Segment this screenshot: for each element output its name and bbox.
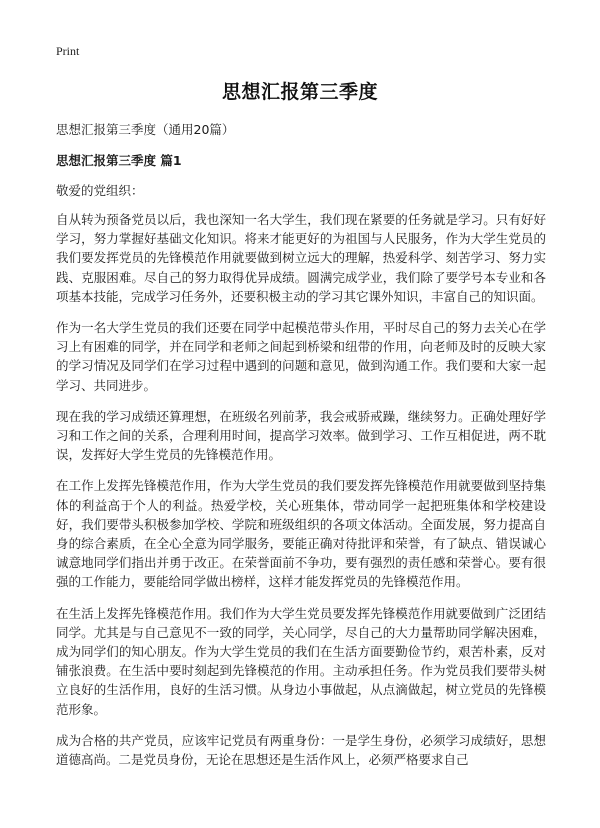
paragraph: 作为一名大学生党员的我们还要在同学中起模范带头作用，平时尽自己的努力去关心在学习上有困难的同学，并在同学和老师之间起到桥梁和纽带的作用，向老师及时的反映大家的学习情况及同学们在学习过程中遇到的问题和意见，做到沟通工作。我们要和大家一起学习、共同进步。	[56, 320, 546, 393]
paragraph: 自从转为预备党员以后，我也深知一名大学生，我们现在紧要的任务就是学习。只有好好学习，努力掌握好基础文化知识。将来才能更好的为祖国与人民服务，作为大学生党员的我们要发挥党员的先锋模范作用就要做到树立远大的理解，热爱科学、刻苦学习、努力实践、克服困难。尽自己的努力取得优异成绩。圆满完成学业，我们除了要学号本专业和各项基本技能，完成学习任务外，还要积极主动的学习其它课外知识，丰富自己的知识面。	[56, 212, 546, 304]
page-title: 思想汇报第三季度	[221, 81, 378, 103]
salutation: 敬爱的党组织：	[56, 183, 144, 198]
paragraph: 现在我的学习成绩还算理想，在班级名列前茅，我会戒骄戒躁，继续努力。正确处理好学习和工作之间的关系，合理利用时间，提高学习效率。做到学习、工作互相促进，两不耽误，发挥好大学生党员的先锋模范作用。	[56, 408, 546, 463]
paragraph: 在工作上发挥先锋模范作用，作为大学生党员的我们要发挥先锋模范作用就要做到坚持集体的利益高于个人的利益。热爱学校，关心班集体，带动同学一起把班集体和学校建设好，我们要带头积极参加学校、学院和班级组织的各项文体活动。全面发展，努力提高自身的综合素质，在全心全意为同学服务，要能正确对待批评和荣誉，有了缺点、错误诚心诚意地同学们指出并勇于改正。在荣誉面前不争功，要有强烈的责任感和荣誉心。要有很强的工作能力，要能给同学做出榜样，这样才能发挥党员的先锋模范作用。	[56, 478, 546, 590]
paragraph: 在生活上发挥先锋模范作用。我们作为大学生党员要发挥先锋模范作用就要做到广泛团结同学。尤其是与自己意见不一致的同学，关心同学，尽自己的大力量帮助同学解决困难，成为同学们的知心朋友。作为大学生党员的我们在生活方面要勤俭节约，艰苦朴素，反对铺张浪费。在生活中要时刻起到先锋模范的作用。主动承担任务。作为党员我们要带头树立良好的生活作用，良好的生活习惯。从身边小事做起，从点滴做起，树立党员的先锋模范形象。	[56, 605, 546, 717]
document-subtitle: 思想汇报第三季度（通用20篇）	[56, 122, 235, 137]
print-link[interactable]: Print	[56, 44, 80, 58]
section-heading: 思想汇报第三季度 篇1	[56, 153, 182, 168]
paragraph: 成为合格的共产党员，应该牢记党员有两重身份：一是学生身份，必须学习成绩好，思想道德高尚。二是党员身份，无论在思想还是生活作风上，必须严格要求自己	[56, 732, 546, 768]
body-text	[56, 210, 546, 781]
